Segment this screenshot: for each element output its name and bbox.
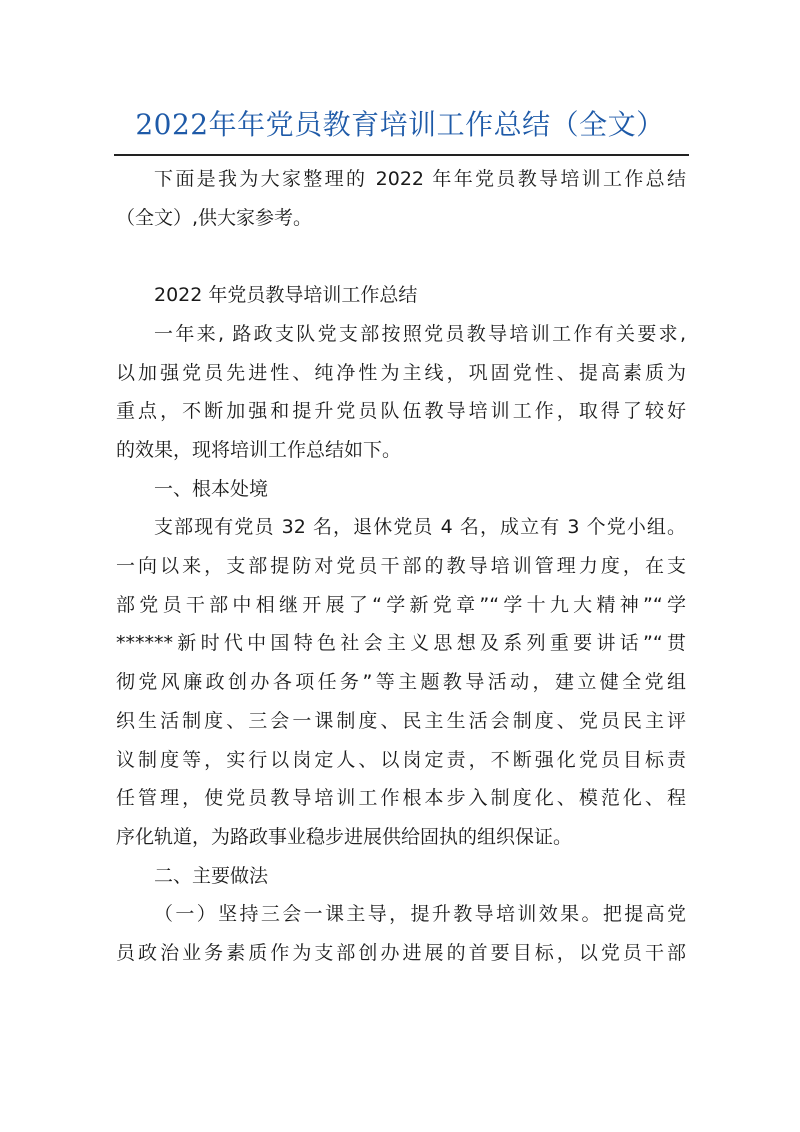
- situation-line-5: 彻党风廉政创办各项任务”等主题教导活动，建立健全党组: [116, 671, 686, 694]
- situation-line-8: 任管理，使党员教导培训工作根本步入制度化、模范化、程: [116, 787, 686, 810]
- methods-line-1: （一）坚持三会一课主导，提升教导培训效果。把提高党: [154, 903, 686, 926]
- document-body: [116, 160, 686, 973]
- situation-line-6: 织生活制度、三会一课制度、民主生活会制度、党员民主评: [116, 709, 686, 732]
- summary-line-1: 一年来, 路政支队党支部按照党员教导培训工作有关要求,: [154, 322, 686, 345]
- summary-line-3: 重点，不断加强和提升党员队伍教导培训工作，取得了较好: [116, 400, 686, 423]
- situation-line-4: ******新时代中国特色社会主义思想及系列重要讲话”“贯: [116, 632, 686, 655]
- summary-line-4: 的效果，现将培训工作总结如下。: [116, 438, 402, 461]
- situation-line-7: 议制度等，实行以岗定人、以岗定责，不断强化党员目标责: [116, 748, 686, 771]
- situation-line-9: 序化轨道，为路政事业稳步进展供给固执的组织保证。: [116, 825, 573, 848]
- section-heading: 2022 年党员教导培训工作总结: [154, 284, 418, 307]
- summary-line-2: 以加强党员先进性、纯净性为主线，巩固党性、提高素质为: [116, 361, 686, 384]
- situation-line-2: 一向以来，支部提防对党员干部的教导培训管理力度，在支: [116, 555, 686, 578]
- intro-line-1: 下面是我为大家整理的 2022 年年党员教导培训工作总结: [154, 168, 686, 190]
- document-title: 2022年年党员教育培训工作总结（全文）: [135, 108, 665, 141]
- heading-basic-situation: 一、根本处境: [154, 477, 269, 500]
- methods-line-2: 员政治业务素质作为支部创办进展的首要目标，以党员干部: [116, 942, 686, 965]
- heading-main-methods: 二、主要做法: [154, 864, 269, 887]
- situation-line-1: 支部现有党员 32 名，退休党员 4 名，成立有 3 个党小组。: [154, 516, 686, 539]
- paragraph-spacer: [116, 237, 686, 276]
- title-underline: [114, 154, 689, 156]
- intro-line-2: （全文）,供大家参考。: [116, 206, 313, 229]
- situation-line-3: 部党员干部中相继开展了“学新党章”“学十九大精神”“学: [116, 593, 686, 616]
